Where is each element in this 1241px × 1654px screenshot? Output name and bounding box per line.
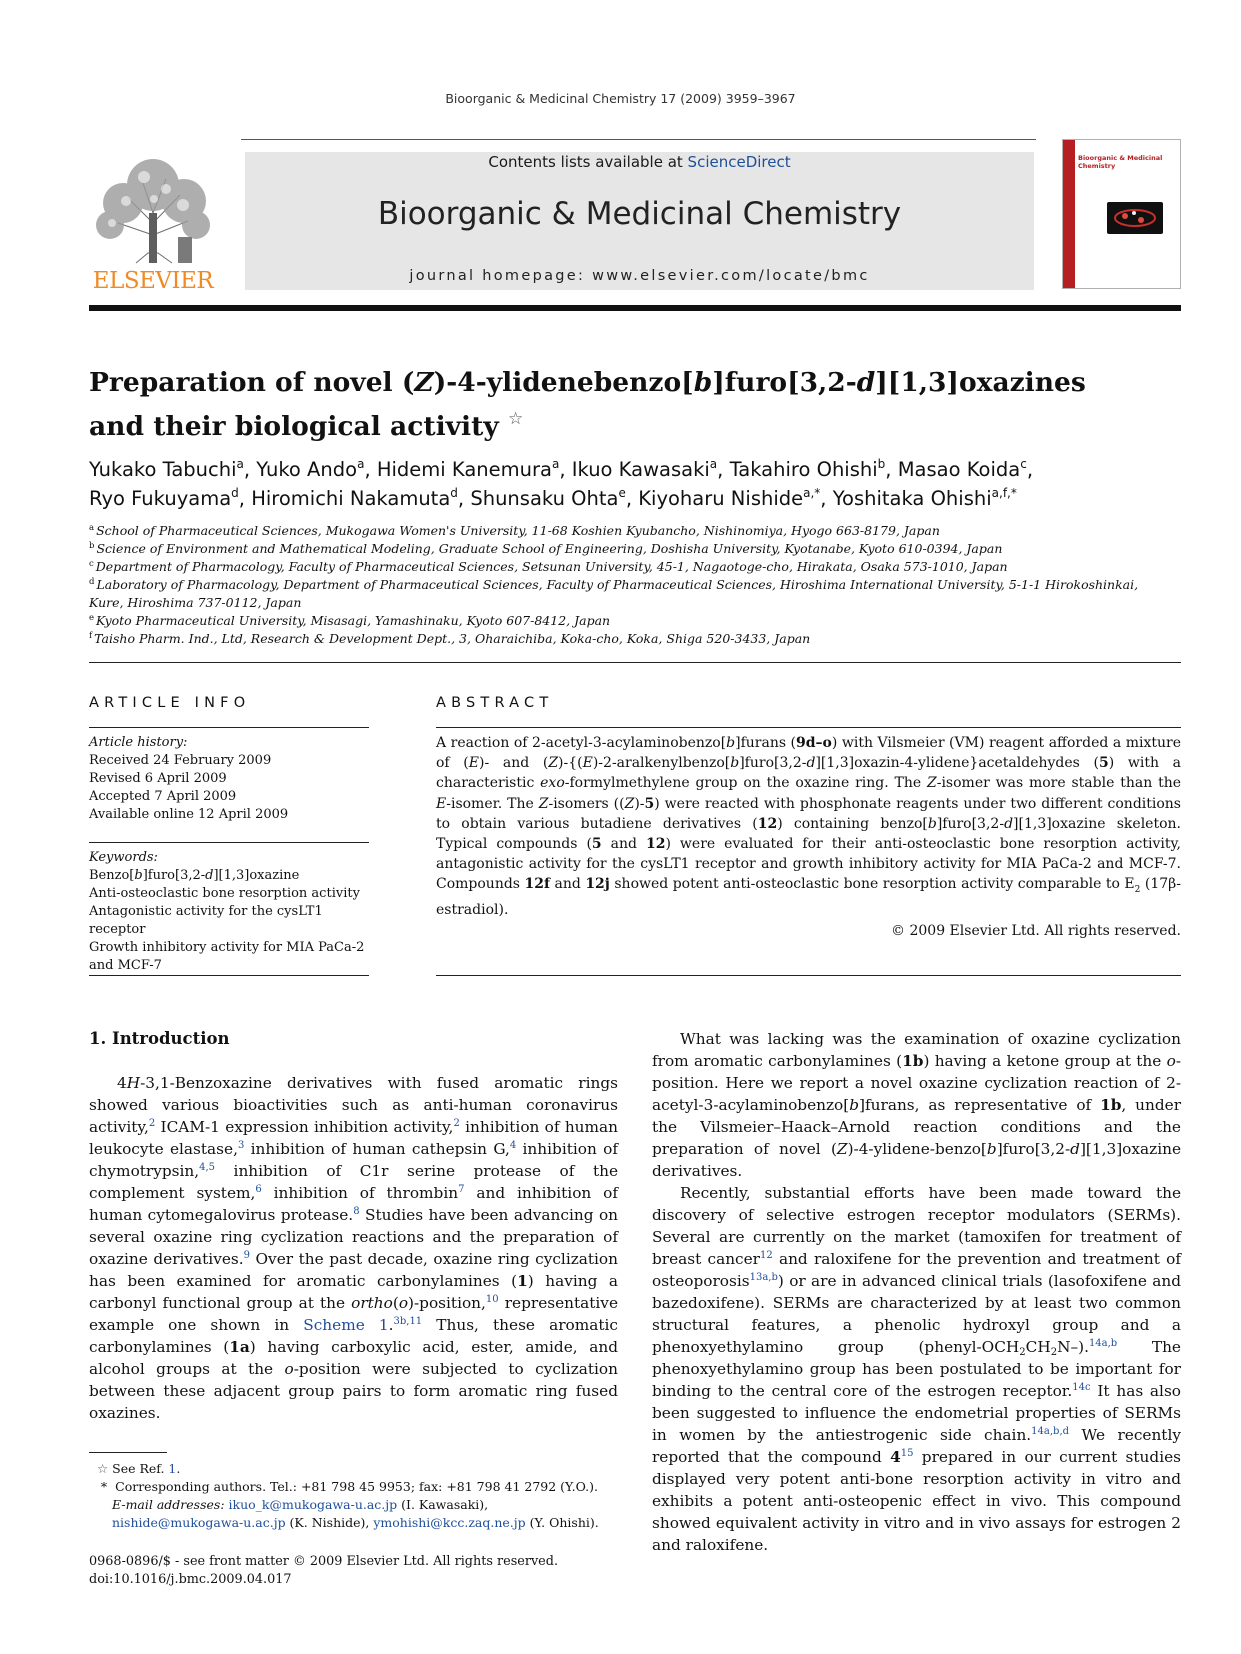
author: Yuko Ando$^a$,: [256, 457, 377, 481]
history-online: Available online 12 April 2009: [89, 807, 289, 822]
keyword: Benzo[b]furo[3,2-d][1,3]oxazine: [89, 868, 300, 883]
history-label: Article history:: [89, 735, 188, 750]
keywords-rule: [89, 975, 369, 976]
affiliations-rule: [89, 662, 1181, 663]
journal-homepage[interactable]: journal homepage: www.elsevier.com/locate/bmc: [409, 268, 870, 284]
email-link[interactable]: ikuo_k@mukogawa-u.ac.jp: [228, 1497, 398, 1512]
affiliation: $^c$ Department of Pharmacology, Faculty of Pharmaceutical Sciences, Setsunan University, 45-1, Nagaotoge-cho, Hirakata, Osaka 573-1010, Japan: [89, 559, 1008, 574]
abstract-rule-top: [436, 727, 1181, 728]
cover-title: Bioorganic & Medicinal Chemistry: [1078, 154, 1163, 170]
affiliation: $^e$ Kyoto Pharmaceutical University, Misasagi, Yamashinaku, Kyoto 607-8412, Japan: [89, 613, 611, 628]
affiliation: Kure, Hiroshima 737-0112, Japan: [89, 595, 302, 610]
sciencedirect-link[interactable]: ScienceDirect: [687, 153, 791, 171]
history-revised: Revised 6 April 2009: [89, 771, 227, 786]
footnote-rule: [89, 1452, 167, 1453]
author: Yukako Tabuchi$^a$,: [89, 457, 257, 481]
keywords: [89, 849, 369, 975]
footnote-emails: E-mail addresses: ikuo_k@mukogawa-u.ac.jp (I. Kawasaki), nishide@mukogawa-u.ac.jp (K. Nishide), ymohishi@kcc.zaq.ne.jp (Y. Ohishi).: [112, 1497, 599, 1530]
affiliations: [89, 522, 1189, 648]
cover-stripe: [1063, 140, 1075, 289]
contents-prefix: Contents lists available at: [488, 153, 688, 171]
header-rule: [241, 139, 1036, 140]
title-footnote-star[interactable]: ☆: [507, 409, 524, 429]
author: Kiyoharu Nishide$^{a,*}$,: [638, 486, 833, 510]
affiliation: $^f$ Taisho Pharm. Ind., Ltd, Research & Development Dept., 3, Oharaichiba, Koka-cho, Koka, Shiga 520-3433, Japan: [89, 631, 811, 646]
journal-citation: Bioorganic & Medicinal Chemistry 17 (2009) 3959–3967: [445, 91, 796, 106]
author: Masao Koida$^c$,: [897, 457, 1034, 481]
molecule-icon: [1107, 202, 1163, 234]
journal-name: Bioorganic & Medicinal Chemistry: [377, 196, 902, 232]
paragraph: What was lacking was the examination of oxazine cyclization from aromatic carbonylamines (1b) having a ketone group at the o-position. Here we report a novel oxazine cyclization reaction of 2-acetyl-3-acylaminobenzo[b]furans, as representative of 1b, under the Vilsmeier–Haack–Arnold reaction conditions and the preparation of novel (Z)-4-ylidene-benzo[b]furo[3,2-d][1,3]oxazine derivatives.: [652, 1030, 1182, 1180]
author: Ikuo Kawasaki$^a$,: [571, 457, 730, 481]
issn-line: 0968-0896/$ - see front matter © 2009 Elsevier Ltd. All rights reserved.: [89, 1554, 559, 1569]
journal-banner: [245, 152, 1034, 290]
tree-icon: [88, 153, 218, 265]
affiliation: $^b$ Science of Environment and Mathematical Modeling, Graduate School of Engineering, Doshisha University, Kyotanabe, Kyoto 610-0394, Japan: [89, 541, 1003, 556]
masthead-rule: [89, 305, 1181, 311]
body-column-right: [652, 1028, 1181, 1556]
author-list: [89, 455, 1184, 513]
keyword: Anti-osteoclastic bone resorption activity: [89, 886, 360, 901]
footnote-star: ☆ See Ref. 1.: [89, 1461, 181, 1476]
article-info-heading: ARTICLE INFO: [89, 695, 251, 711]
cover-image: [1107, 202, 1163, 234]
abstract-rule-bottom: [436, 975, 1181, 976]
footnote-corresponding: * Corresponding authors. Tel.: +81 798 45 9953; fax: +81 798 41 2792 (Y.O.).: [89, 1479, 598, 1494]
doi-line: doi:10.1016/j.bmc.2009.04.017: [89, 1572, 292, 1587]
journal-cover-thumbnail: [1062, 139, 1181, 289]
elsevier-logo: [88, 153, 218, 293]
article-title: Preparation of novel (Z)-4-ylidenebenzo[b]furo[3,2-d][1,3]oxazines and their biological activity ☆: [89, 367, 1086, 442]
email-link[interactable]: nishide@mukogawa-u.ac.jp: [112, 1515, 286, 1530]
author: Hidemi Kanemura$^a$,: [376, 457, 572, 481]
front-matter: [89, 1553, 618, 1589]
affiliation: $^d$ Laboratory of Pharmacology, Department of Pharmaceutical Sciences, Faculty of Pharmaceutical Sciences, Hiroshima International University, 5-1-1 Hirokoshinkai,: [89, 577, 1139, 592]
abstract-copyright: © 2009 Elsevier Ltd. All rights reserved.: [891, 922, 1181, 939]
body-column-left: [89, 1072, 618, 1424]
history-accepted: Accepted 7 April 2009: [89, 789, 237, 804]
affiliation: $^a$ School of Pharmaceutical Sciences, Mukogawa Women's University, 11-68 Koshien Kyubancho, Nishinomiya, Hyogo 663-8179, Japan: [89, 523, 940, 538]
keywords-label: Keywords:: [89, 850, 158, 865]
contents-line: [245, 152, 1034, 172]
abstract-text: A reaction of 2-acetyl-3-acylaminobenzo[b]furans (9d–o) with Vilsmeier (VM) reagent afforded a mixture of (E)- and (Z)-{(E)-2-aralkenylbenzo[b]furo[3,2-d][1,3]oxazin-4-ylidene}acetaldehydes (5) with a characteristic exo-formylmethylene group on the oxazine ring. The Z-isomer was more stable than the E-isomer. The Z-isomers ((Z)-5) were reacted with phosphonate reagents under two different conditions to obtain various butadiene derivatives (12) containing benzo[b]furo[3,2-d][1,3]oxazine skeleton. Typical compounds (5 and 12) were evaluated for their anti-osteoclastic bone resorption activity, antagonistic activity for the cysLT1 receptor and growth inhibitory activity for MIA PaCa-2 and MCF-7. Compounds 12f and 12j showed potent anti-osteoclastic bone resorption activity comparable to $E_2$ (17β-estradiol). © 2009 Elsevier Ltd. All rights reserved.: [436, 733, 1181, 941]
author: Shunsaku Ohta$^e$,: [470, 486, 639, 510]
footnotes: [89, 1460, 618, 1532]
article-info-rule: [89, 727, 369, 728]
paragraph: 4H-3,1-Benzoxazine derivatives with fused aromatic rings showed various bioactivities such as anti-human coronavirus activity,$^2$ ICAM-1 expression inhibition activity,$^2$ inhibition of human leukocyte elastase,$^3$ inhibition of human cathepsin G,$^4$ inhibition of chymotrypsin,$^{4,5}$ inhibition of C1r serine protease of the complement system,$^6$ inhibition of thrombin$^7$ and inhibition of human cytomegalovirus protease.$^8$ Studies have been advancing on several oxazine ring cyclization reactions and the preparation of oxazine derivatives.$^9$ Over the past decade, oxazine ring cyclization has been examined for aromatic carbonylamines (1) having a carbonyl functional group at the ortho(o)-position,$^{10}$ representative example one shown in Scheme 1.$^{3b,11}$ Thus, these aromatic carbonylamines (1a) having carboxylic acid, ester, amide, and alcohol groups at the o-position were subjected to cyclization between these adjacent group pairs to form aromatic ring fused oxazines.: [89, 1074, 619, 1422]
keyword: and MCF-7: [89, 958, 162, 973]
email-link[interactable]: ymohishi@kcc.zaq.ne.jp: [373, 1515, 526, 1530]
author: Takahiro Ohishi$^b$,: [729, 457, 898, 481]
history-rule: [89, 842, 369, 843]
author: Hiromichi Nakamuta$^d$,: [251, 486, 471, 510]
paragraph: Recently, substantial efforts have been made toward the discovery of selective estrogen receptor modulators (SERMs). Several are currently on the market (tamoxifen for treatment of breast cancer$^{12}$ and raloxifene for the prevention and treatment of osteoporosis$^{13a,b}$) or are in advanced clinical trials (lasofoxifene and bazedoxifene). SERMs are characterized by at least two common structural features, a phenolic hydroxyl group and a phenoxyethylamino group $(phenyl-OCH_2CH_2N-).^{14a,b}$ The phenoxyethylamino group has been postulated to be important for binding to the central core of the estrogen receptor.$^{14c}$ It has also been suggested to influence the endometrial properties of SERMs in women by the antiestrogenic side chain.$^{14a,b,d}$ We recently reported that the compound $4^{15}$ prepared in our current studies displayed very potent anti-bone resorption activity in vitro and exhibits a potent anti-osteopenic effect in vivo. This compound showed equivalent activity in vitro and in vivo assays for estrogen 2 and raloxifene.: [652, 1184, 1182, 1554]
abstract-heading: ABSTRACT: [436, 695, 554, 711]
author: Yoshitaka Ohishi$^{a,f,*}$: [832, 486, 1017, 510]
section-heading-introduction: 1. Introduction: [89, 1029, 230, 1048]
article-history: [89, 734, 369, 824]
elsevier-wordmark: ELSEVIER: [92, 268, 214, 294]
ref-link[interactable]: 1: [168, 1461, 177, 1476]
author: Ryo Fukuyama$^d$,: [89, 486, 252, 510]
keyword: Antagonistic activity for the cysLT1 receptor: [89, 904, 323, 937]
history-received: Received 24 February 2009: [89, 753, 272, 768]
keyword: Growth inhibitory activity for MIA PaCa-2: [89, 940, 365, 955]
